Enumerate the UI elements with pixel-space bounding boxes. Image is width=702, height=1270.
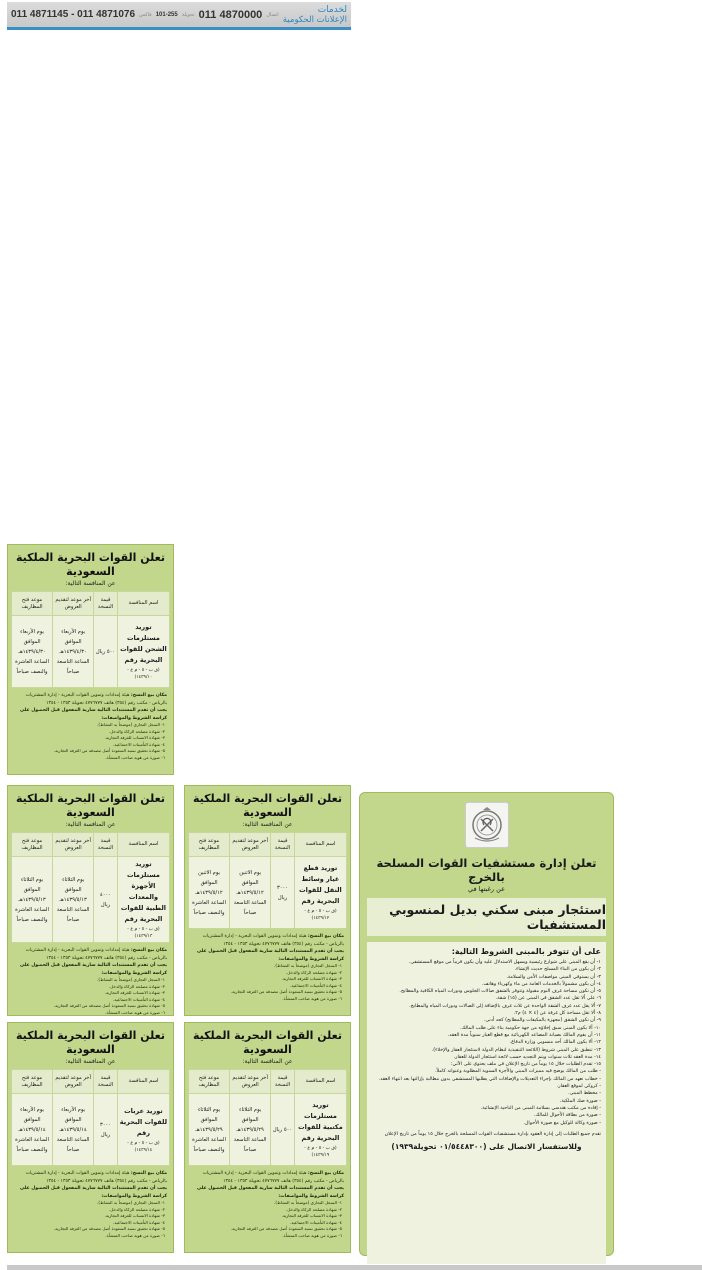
list-item: ٥- شهادة تحقيق نسبة السعودة أصل مصدقة من الغرفة التجارية.	[53, 1226, 165, 1231]
ad-subtitle: عن المنافسة التالية:	[242, 1058, 293, 1065]
list-item: ٤- شهادة التأمينات الاجتماعية.	[290, 1219, 342, 1225]
tender-price: ٤٠٠٠ ريال	[94, 857, 118, 943]
list-item: ٦- صورة من هوية صاحب المنشأة.	[105, 1009, 165, 1015]
contact-label: اتصال	[266, 11, 279, 18]
table-row	[12, 616, 170, 688]
list-item: ١- السجل التجاري (موضحاً به النشاط).	[274, 1200, 342, 1205]
tender-name: توريد قطع غيار وسائط النقل للقوات البحرية رقم (ق ب - ٥ - م ع - ١٤٣٩/١٢)	[294, 857, 346, 929]
page-divider	[7, 1265, 702, 1270]
submit-deadline: يوم الثلاثاء الموافق ١٤٣٩/٥/٢٩هـ الساعة التاسعة صباحاً	[230, 1094, 271, 1166]
list-item: ٢- شهادة مصلحة الزكاة والدخل.	[108, 983, 165, 989]
list-item: ١١- أن يقوم المالك بصيانة المصاعد الكهربائية مع قطع الغيار سنوياً مدة العقد.	[447, 1032, 601, 1038]
col-open: موعد فتح المظاريف	[12, 592, 53, 616]
list-item: ٨- ألا تقل مساحة كل غرفة عن (٤ × ٤) م٢.	[513, 1011, 601, 1017]
tender-table	[11, 1069, 170, 1166]
conditions-title: على أن تتوفر بالمبنى الشروط التالية:	[451, 947, 601, 956]
col-price: قيمة النسخة	[271, 1070, 295, 1094]
armed-forces-hospitals-emblem-icon	[465, 802, 509, 848]
navy-tender-ad-5	[7, 1022, 174, 1253]
col-tender-name: اسم المنافسة	[117, 592, 169, 616]
ad-title: تعلن القوات البحرية الملكية السعودية	[15, 792, 166, 819]
col-price: قيمة النسخة	[271, 833, 295, 857]
list-item: ١- السجل التجاري (موضحاً به النشاط).	[97, 1200, 165, 1205]
list-item: - خطاب تعهد من المالك بإجراء التعديلات والإضافات التي يطلبها المستشفى بدون مطالبة بإزالتها بعد انتهاء العقد.	[378, 1076, 601, 1082]
list-item: ٣- شهادة الانتساب للغرفة التجارية.	[104, 735, 165, 740]
list-item: - كروكي لموقع العقار.	[556, 1084, 601, 1090]
col-submit: آخر موعد لتقديم العروض	[230, 833, 271, 857]
list-item: ١٠- ألا يكون المبنى سبق إخلاؤه من جهة حكومية بناء على طلب المالك.	[460, 1025, 601, 1031]
ad-banner: استئجار مبنى سكني بديل لمنسوبي المستشفيات	[367, 898, 606, 936]
col-open: موعد فتح المظاريف	[189, 1070, 230, 1094]
list-item: ٣- أن يستوفي المبنى مواصفات الأمن والسلامة.	[506, 974, 601, 980]
list-item: ٣- شهادة الانتساب للغرفة التجارية.	[281, 1213, 342, 1218]
col-price: قيمة النسخة	[94, 833, 118, 857]
list-item: ١- السجل التجاري (موضحاً به النشاط).	[97, 722, 165, 727]
documents-list	[14, 722, 167, 761]
list-item: - مخطط المبنى.	[568, 1091, 601, 1097]
list-item: ٦- صورة من هوية صاحب المنشأة.	[105, 754, 165, 760]
table-row	[12, 1094, 170, 1166]
list-item: ٧- ألا يقل عدد غرف الشقة الواحدة عن ثلاث غرف بالإضافة إلى الصالات ودورات المياه والمطابخ.	[409, 1003, 601, 1009]
list-item: ١٤- مدة العقد ثلاث سنوات ويتم التجديد حسب لائحة استئجار الدولة للعقار.	[453, 1054, 601, 1060]
list-item: ١- السجل التجاري (موضحاً به النشاط).	[274, 963, 342, 968]
list-item: ٣- شهادة الانتساب للغرفة التجارية.	[104, 990, 165, 995]
tender-name: توريد عربات للقوات البحرية رقم (ق ب - ٥ - م ع - ١٤٣٩/١٤)	[117, 1094, 169, 1166]
list-item: ٢- شهادة مصلحة الزكاة والدخل.	[108, 728, 165, 734]
contact-numbers	[11, 9, 279, 21]
list-item: ٥- شهادة تحقيق نسبة السعودة أصل مصدقة من الغرفة التجارية.	[230, 989, 342, 994]
opening-date: يوم الأربعاء الموافق ١٤٣٩/٥/١٤هـ الساعة العاشرة والنصف صباحاً	[12, 1094, 53, 1166]
hospital-rental-ad	[359, 792, 614, 1256]
ad-title: تعلن القوات البحرية الملكية السعودية	[15, 1029, 166, 1056]
submit-deadline: يوم الأربعاء الموافق ١٤٣٩/٥/١٤هـ الساعة التاسعة صباحاً	[53, 1094, 94, 1166]
ad-footer: مكان بيع النسخ: هيئة إمدادات وتموين القوات البحرية - إدارة المشتريات بالرياض - مكتب رقم (٣٥٤) هاتف ٤٧٧٦٧٧٧ تحويلة ١٣٥٣ - ١٣٥٤ يجب أن تقدم المستندات التالية سارية المفعول قبل الحصول على كراسة الشروط والمواصفات: ١- السجل التجاري (موضحاً به النشاط). ٢- شهادة مصلحة الزكاة والدخل. ٣- شهادة الانتساب للغرفة التجارية. ٤- شهادة التأمينات الاجتماعية. ٥- شهادة تحقيق نسبة السعودة أصل مصدقة من الغرفة التجارية. ٦- صورة من هوية صاحب المنشأة.	[11, 688, 170, 762]
list-item: - صورة من بطاقة الأحوال للمالك.	[533, 1113, 601, 1119]
navy-tender-ad-3	[7, 785, 174, 1016]
ad-subtitle: عن رغبتها في	[468, 885, 505, 893]
col-tender-name: اسم المنافسة	[117, 1070, 169, 1094]
ad-subtitle: عن المنافسة التالية:	[242, 821, 293, 828]
col-price: قيمة النسخة	[94, 592, 118, 616]
submit-deadline: يوم الأربعاء الموافق ١٤٣٩/٤/٣٠هـ الساعة التاسعة صباحاً	[53, 616, 94, 688]
list-item: ٤- أن يكون مشمولاً بالخدمات العامة من ماء وكهرباء وهاتف.	[482, 981, 601, 987]
table-row	[12, 857, 170, 943]
list-item: ٦- صورة من هوية صاحب المنشأة.	[282, 995, 342, 1001]
ad-title: تعلن القوات البحرية الملكية السعودية	[192, 1029, 343, 1056]
opening-date: يوم الأربعاء الموافق ١٤٣٩/٤/٣٠هـ الساعة العاشرة والنصف صباحاً	[12, 616, 53, 688]
brand-line-1: لخدمات	[317, 4, 347, 15]
services-header	[7, 2, 351, 30]
list-item: ١٥- تقدم الطلبات خلال ١٥ يوماً من تاريخ الإعلان في ملف يحتوي على الآتي:	[450, 1062, 601, 1068]
list-item: ٥- شهادة تحقيق نسبة السعودة أصل مصدقة من الغرفة التجارية.	[230, 1226, 342, 1231]
navy-tender-ad-4	[184, 1022, 351, 1253]
closing-note: تقدم جميع الطلبات إلى إدارة العقود بإدارة مستشفيات القوات المسلحة بالخرج خلال ١٥ يوماً من تاريخ الإعلان	[384, 1131, 601, 1137]
col-tender-name: اسم المنافسة	[117, 833, 169, 857]
tender-price: ٣٠٠٠ ريال	[271, 857, 295, 929]
col-open: موعد فتح المظاريف	[12, 833, 53, 857]
list-item: ١- السجل التجاري (موضحاً به النشاط).	[97, 977, 165, 982]
tender-name: توريد مستلزمات الأجهزة والمعدات الطبية للقوات البحرية رقم (ق ب - ٥ - م ع - ١٤٣٩/١٣)	[117, 857, 169, 943]
tender-price: ٥٠٠ ريال	[94, 616, 118, 688]
extension-number: 101-255	[155, 11, 178, 18]
list-item: ٦- على ألا تقل عدد الشقق في المبنى عن (١٥) شقة.	[495, 996, 601, 1002]
tender-price: ٣٠٠٠ ريال	[94, 1094, 118, 1166]
ad-title: تعلن القوات البحرية الملكية السعودية	[192, 792, 343, 819]
documents-list	[14, 977, 167, 1016]
ad-subtitle: عن المنافسة التالية:	[65, 821, 116, 828]
opening-date: يوم الثلاثاء الموافق ١٤٣٩/٥/٢٩هـ الساعة العاشرة والنصف صباحاً	[189, 1094, 230, 1166]
list-item: ١٣- تنطبق على المبنى شروط (اللائحة التنفيذية لنظام الدولة لاستئجار العقار والإخلاء).	[431, 1047, 601, 1053]
ad-conditions	[367, 942, 606, 1264]
list-item: ٣- شهادة الانتساب للغرفة التجارية.	[104, 1213, 165, 1218]
col-tender-name: اسم المنافسة	[294, 833, 346, 857]
col-submit: آخر موعد لتقديم العروض	[53, 592, 94, 616]
list-item: ٢- شهادة مصلحة الزكاة والدخل.	[285, 1206, 342, 1212]
list-item: ٥- شهادة تحقيق نسبة السعودة أصل مصدقة من الغرفة التجارية.	[53, 748, 165, 753]
fax-number: 011 4871145 - 011 4871076	[11, 9, 136, 20]
ad-title: تعلن إدارة مستشفيات القوات المسلحة بالخرج	[376, 856, 597, 884]
table-row	[189, 1094, 347, 1166]
opening-date: يوم الثلاثاء الموافق ١٤٣٩/٥/١٣هـ الساعة العاشرة والنصف صباحاً	[12, 857, 53, 943]
table-row	[189, 857, 347, 929]
fax-label: فاكس	[139, 11, 152, 18]
documents-list	[191, 963, 344, 1002]
list-item: - صورة صك الملكية.	[559, 1098, 601, 1104]
documents-list	[191, 1200, 344, 1239]
list-item: ٥- أن تكون مساحة غرف النوم مقبولة وتتوفر بالشقق صالات الجلوس ودورات المياه الكافية والمطابخ.	[399, 989, 601, 995]
navy-tender-ad-2	[184, 785, 351, 1016]
col-submit: آخر موعد لتقديم العروض	[53, 833, 94, 857]
list-item: ٣- شهادة الانتساب للغرفة التجارية.	[281, 976, 342, 981]
list-item: ٢- أن يكون من البناء المسلح حديث الإنشاء.	[514, 967, 601, 973]
tender-name: توريد مستلزمات مكتبية للقوات البحرية رقم (ق ب - ٥ - م ع - ١٤٣٩/١٩)	[294, 1094, 346, 1166]
tender-table	[11, 591, 170, 688]
ad-footer: مكان بيع النسخ: هيئة إمدادات وتموين القوات البحرية - إدارة المشتريات بالرياض - مكتب رقم (٣٥٤) هاتف ٤٧٧٦٧٧٧ تحويلة ١٣٥٣ - ١٣٥٤ يجب أن تقدم المستندات التالية سارية المفعول قبل الحصول على كراسة الشروط والمواصفات: ١- السجل التجاري (موضحاً به النشاط). ٢- شهادة مصلحة الزكاة والدخل. ٣- شهادة الانتساب للغرفة التجارية. ٤- شهادة التأمينات الاجتماعية. ٥- شهادة تحقيق نسبة السعودة أصل مصدقة من الغرفة التجارية. ٦- صورة من هوية صاحب المنشأة.	[188, 1166, 347, 1240]
ad-subtitle: عن المنافسة التالية:	[65, 1058, 116, 1065]
list-item: ١- أن يقع المبنى على شوارع رئيسية ويسهل الاستدلال عليه وأن يكون قريباً من موقع المستشفى.	[408, 960, 601, 965]
col-submit: آخر موعد لتقديم العروض	[230, 1070, 271, 1094]
submit-deadline: يوم الثلاثاء الموافق ١٤٣٩/٥/١٣هـ الساعة التاسعة صباحاً	[53, 857, 94, 943]
list-item: ٦- صورة من هوية صاحب المنشأة.	[282, 1232, 342, 1238]
ad-footer: مكان بيع النسخ: هيئة إمدادات وتموين القوات البحرية - إدارة المشتريات بالرياض - مكتب رقم (٣٥٤) هاتف ٤٧٧٦٧٧٧ تحويلة ١٣٥٣ - ١٣٥٤ يجب أن تقدم المستندات التالية سارية المفعول قبل الحصول على كراسة الشروط والمواصفات: ١- السجل التجاري (موضحاً به النشاط). ٢- شهادة مصلحة الزكاة والدخل. ٣- شهادة الانتساب للغرفة التجارية. ٤- شهادة التأمينات الاجتماعية. ٥- شهادة تحقيق نسبة السعودة أصل مصدقة من الغرفة التجارية. ٦- صورة من هوية صاحب المنشأة.	[11, 1166, 170, 1240]
list-item: ٩- أن تكون الشقق (مجهزة بالمكيفات والمطابخ) كحد أدنى.	[483, 1018, 601, 1024]
col-submit: آخر موعد لتقديم العروض	[53, 1070, 94, 1094]
main-phone: 011 4870000	[198, 8, 263, 21]
tender-table	[188, 832, 347, 929]
extension-label: تحويلة	[181, 11, 195, 18]
list-item: ٤- شهادة التأمينات الاجتماعية.	[290, 982, 342, 988]
tender-name: توريد مستلزمات الشحن للقوات البحرية رقم (ق ب - ٥ - م ع - ١٤٣٩/١٠)	[117, 616, 169, 688]
list-item: ٤- شهادة التأمينات الاجتماعية.	[113, 996, 165, 1002]
tender-table	[11, 832, 170, 943]
col-open: موعد فتح المظاريف	[189, 833, 230, 857]
submit-deadline: يوم الاثنين الموافق ١٤٣٩/٥/١٢هـ الساعة التاسعة صباحاً	[230, 857, 271, 929]
brand-line-2: الإعلانات الحكومية	[282, 14, 347, 25]
list-item: ١٢- ألا يكون المالك أحد منسوبي وزارة الدفاع.	[509, 1040, 601, 1046]
list-item: - إفادة من مكتب هندسي بسلامة المبنى من الناحية الإنشائية.	[480, 1105, 601, 1111]
ad-title: تعلن القوات البحرية الملكية السعودية	[15, 551, 166, 578]
brand-title	[283, 5, 347, 25]
list-item: ٦- صورة من هوية صاحب المنشأة.	[105, 1232, 165, 1238]
conditions-list	[372, 959, 601, 1127]
col-price: قيمة النسخة	[94, 1070, 118, 1094]
list-item: ٢- شهادة مصلحة الزكاة والدخل.	[285, 969, 342, 975]
list-item: ٤- شهادة التأمينات الاجتماعية.	[113, 741, 165, 747]
tender-price: ٥٠٠ ريال	[271, 1094, 295, 1166]
documents-list	[14, 1200, 167, 1239]
col-open: موعد فتح المظاريف	[12, 1070, 53, 1094]
list-item: ٥- شهادة تحقيق نسبة السعودة أصل مصدقة من الغرفة التجارية.	[53, 1003, 165, 1008]
list-item: ٤- شهادة التأمينات الاجتماعية.	[113, 1219, 165, 1225]
list-item: - طلب من المالك يوضح فيه مميزات المبنى والأجرة السنوية المطلوبة وعنوانه كاملاً.	[435, 1069, 601, 1075]
opening-date: يوم الاثنين الموافق ١٤٣٩/٥/١٢هـ الساعة العاشرة والنصف صباحاً	[189, 857, 230, 929]
list-item: ٢- شهادة مصلحة الزكاة والدخل.	[108, 1206, 165, 1212]
navy-tender-ad-1	[7, 544, 174, 775]
col-tender-name: اسم المنافسة	[294, 1070, 346, 1094]
tender-table	[188, 1069, 347, 1166]
ad-footer: مكان بيع النسخ: هيئة إمدادات وتموين القوات البحرية - إدارة المشتريات بالرياض - مكتب رقم (٣٥٤) هاتف ٤٧٧٦٧٧٧ تحويلة ١٣٥٣ - ١٣٥٤ يجب أن تقدم المستندات التالية سارية المفعول قبل الحصول على كراسة الشروط والمواصفات: ١- السجل التجاري (موضحاً به النشاط). ٢- شهادة مصلحة الزكاة والدخل. ٣- شهادة الانتساب للغرفة التجارية. ٤- شهادة التأمينات الاجتماعية. ٥- شهادة تحقيق نسبة السعودة أصل مصدقة من الغرفة التجارية. ٦- صورة من هوية صاحب المنشأة.	[188, 929, 347, 1003]
ad-footer: مكان بيع النسخ: هيئة إمدادات وتموين القوات البحرية - إدارة المشتريات بالرياض - مكتب رقم (٣٥٤) هاتف ٤٧٧٦٧٧٧ تحويلة ١٣٥٣ - ١٣٥٤ يجب أن تقدم المستندات التالية سارية المفعول قبل الحصول على كراسة الشروط والمواصفات: ١- السجل التجاري (موضحاً به النشاط). ٢- شهادة مصلحة الزكاة والدخل. ٣- شهادة الانتساب للغرفة التجارية. ٤- شهادة التأمينات الاجتماعية. ٥- شهادة تحقيق نسبة السعودة أصل مصدقة من الغرفة التجارية. ٦- صورة من هوية صاحب المنشأة.	[11, 943, 170, 1017]
list-item: - صورة وكالة للوكيل مع صورة الأحوال.	[523, 1120, 601, 1126]
contact-info: وللاستفسار الاتصال على (٠١/٥٤٤٨٣٠٠ تحويلة١٩٣٩)	[391, 1141, 582, 1151]
ad-subtitle: عن المنافسة التالية:	[65, 580, 116, 587]
